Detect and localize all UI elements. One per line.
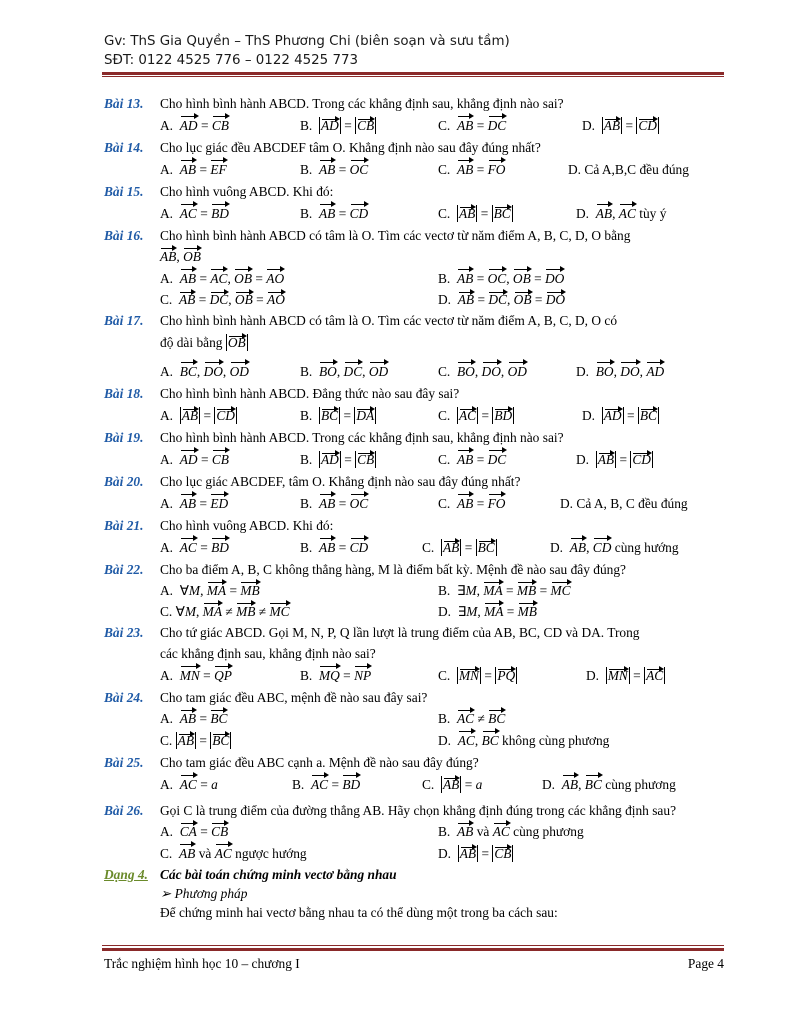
option-c: C. AB = DC (438, 448, 506, 471)
option-d: D. AB = CB (438, 846, 512, 861)
problem-list (104, 93, 724, 923)
option-b: B. AD = CB (300, 452, 375, 467)
problem-number: Bài 16. (104, 228, 144, 243)
page-header (104, 32, 724, 70)
option-a: A. AD = CB (160, 114, 229, 137)
problem-text: Cho lục giác đều ABCDEF tâm O. Khẳng định nào sau đây đúng nhất? (160, 140, 541, 155)
option-a: A. BC, DO, OD (160, 360, 249, 383)
problem-text: Cho hình bình hành ABCD có tâm là O. Tìm các vectơ từ năm điểm A, B, C, D, O có (160, 313, 618, 328)
option-b: B. ∃M, MA = MB = MC (438, 580, 571, 601)
option-d: D. AB = CD (582, 118, 657, 133)
option-c: C. AB = BC (438, 206, 511, 221)
problem-text: Cho hình bình hành ABCD. Trong các khẳng định sau, khẳng định nào sai? (160, 96, 564, 111)
problem-text: Cho tam giác đều ABC cạnh a. Mệnh đề nào sau đây đúng? (160, 755, 479, 770)
problem-24 (104, 687, 724, 752)
problem-17 (104, 310, 724, 383)
problem-number: Bài 15. (104, 184, 144, 199)
problem-text: Cho hình bình hành ABCD có tâm là O. Tìm các vectơ từ năm điểm A, B, C, D, O bằng (160, 228, 631, 243)
problem-text-cont: AB, OB (160, 246, 724, 267)
option-b: B. AB = OC (300, 158, 368, 181)
header-phone: SĐT: 0122 4525 776 – 0122 4525 773 (104, 53, 359, 68)
problem-number: Bài 18. (104, 386, 144, 401)
option-a: A. AB = AC, OB = AO (160, 267, 284, 290)
option-a: A. ∀M, MA = MB (160, 580, 260, 601)
option-b: B. BC = DA (300, 408, 375, 423)
option-a: A. AB = EF (160, 158, 227, 181)
problem-text: Cho hình bình hành ABCD. Đẳng thức nào sau đây sai? (160, 386, 460, 401)
problem-text: Cho ba điểm A, B, C không thẳng hàng, M là điểm bất kỳ. Mệnh đề nào sau đây đúng? (160, 562, 626, 577)
method-intro: Để chứng minh hai vectơ bằng nhau ta có thể dùng một trong ba cách sau: (160, 905, 558, 920)
option-d: D. AB, CD cùng hướng (550, 536, 679, 559)
problem-23 (104, 622, 724, 687)
problem-14 (104, 137, 724, 181)
problem-19 (104, 427, 724, 471)
option-d: D. AB, AC tùy ý (576, 202, 666, 225)
option-a: A. AD = CB (160, 448, 229, 471)
problem-number: Bài 20. (104, 474, 144, 489)
option-c: C. AB = FO (438, 158, 505, 181)
footer-title: Trắc nghiệm hình học 10 – chương I (104, 956, 300, 971)
problem-number: Bài 23. (104, 625, 144, 640)
section-title: Các bài toán chứng minh vectơ bằng nhau (160, 867, 397, 882)
option-a: A. AB = ED (160, 492, 228, 515)
option-a: A. AB = BC (160, 708, 227, 729)
problem-text-cont: các khẳng định sau, khẳng định nào sai? (160, 646, 376, 661)
option-d: D. Cả A, B, C đều đúng (560, 496, 688, 511)
method-heading: ➢ Phương pháp (160, 886, 248, 901)
problem-number: Bài 24. (104, 690, 144, 705)
option-b: B. AB và AC cùng phương (438, 821, 584, 842)
problem-number: Bài 14. (104, 140, 144, 155)
option-d: D. AB, BC cùng phương (542, 773, 676, 796)
header-rule-thin (102, 76, 724, 77)
option-c: C. AB và AC ngược hướng (160, 842, 307, 865)
problem-text: Cho hình bình hành ABCD. Trong các khẳng định sau, khẳng định nào sai? (160, 430, 564, 445)
option-d: D. AB = DC, OB = DO (438, 290, 565, 310)
problem-number: Bài 22. (104, 562, 144, 577)
option-b: B. MQ = NP (300, 664, 371, 687)
header-author: Gv: ThS Gia Quyền – ThS Phương Chi (biên soạn và sưu tầm) (104, 34, 510, 49)
option-c: C. MN = PQ (438, 668, 516, 683)
option-d: D. BO, DO, AD (576, 360, 664, 383)
option-c: C. ∀M, MA ≠ MB ≠ MC (160, 601, 290, 622)
footer-rule (102, 948, 724, 951)
option-c: C. AB = BC (422, 540, 495, 555)
option-b: B. AB = CD (300, 202, 368, 225)
problem-26 (104, 800, 724, 865)
option-a: A. MN = QP (160, 664, 232, 687)
option-b: B. AB = OC, OB = DO (438, 267, 564, 290)
problem-text: Cho lục giác ABCDEF, tâm O. Khẳng định nào sau đây đúng nhất? (160, 474, 521, 489)
problem-22 (104, 559, 724, 622)
problem-number: Bài 25. (104, 755, 144, 770)
problem-text: Cho tứ giác ABCD. Gọi M, N, P, Q lần lượt là trung điểm của AB, BC, CD và DA. Trong (160, 625, 640, 640)
option-c: C. BO, DO, OD (438, 360, 527, 383)
problem-number: Bài 17. (104, 313, 144, 328)
option-a: A. AC = BD (160, 202, 229, 225)
problem-16 (104, 225, 724, 310)
option-d: D. AD = BC (582, 408, 657, 423)
option-b: B. AD = CB (300, 118, 375, 133)
option-d: D. ∃M, MA = MB (438, 601, 537, 622)
option-d: D. AB = CD (576, 452, 651, 467)
option-c: C. AB = a (422, 777, 483, 792)
option-a: A. AB = CD (160, 408, 235, 423)
problem-18 (104, 383, 724, 427)
page-number: Page 4 (687, 956, 724, 971)
option-b: B. AB = OC (300, 492, 368, 515)
problem-number: Bài 13. (104, 96, 144, 111)
option-d: D. MN = AC (586, 668, 664, 683)
problem-20 (104, 471, 724, 515)
option-a: A. AC = a (160, 773, 218, 796)
option-b: B. AC = BD (292, 773, 360, 796)
section-number: Dạng 4. (104, 867, 148, 882)
option-c: C. AB = FO (438, 492, 505, 515)
option-b: B. BO, DC, OD (300, 360, 388, 383)
option-c: C. AB = DC, OB = AO (160, 290, 285, 310)
problem-text: Cho hình vuông ABCD. Khi đó: (160, 518, 334, 533)
problem-number: Bài 21. (104, 518, 144, 533)
problem-number: Bài 26. (104, 803, 144, 818)
option-a: A. AC = BD (160, 536, 229, 559)
problem-15 (104, 181, 724, 225)
problem-text-cont: độ dài bằng OB (160, 335, 246, 350)
option-c: C. AC = BD (438, 408, 513, 423)
problem-13 (104, 93, 724, 137)
header-rule (102, 72, 724, 75)
option-c: C. AB = DC (438, 114, 506, 137)
option-a: A. CA = CB (160, 821, 228, 842)
option-b: B. AC ≠ BC (438, 708, 505, 729)
problem-number: Bài 19. (104, 430, 144, 445)
problem-text: Cho tam giác đều ABC, mệnh đề nào sau đây sai? (160, 690, 428, 705)
problem-text: Cho hình vuông ABCD. Khi đó: (160, 184, 334, 199)
problem-25 (104, 752, 724, 796)
option-b: B. AB = CD (300, 536, 368, 559)
problem-text: Gọi C là trung điểm của đường thẳng AB. Hãy chọn khẳng định đúng trong các khẳng định sau? (160, 803, 677, 818)
section-heading (104, 865, 724, 885)
option-d: D. AC, BC không cùng phương (438, 729, 609, 752)
option-d: D. Cả A,B,C đều đúng (568, 162, 689, 177)
problem-21 (104, 515, 724, 559)
footer-rule-thin (102, 945, 724, 946)
option-c: C. AB = BC (160, 733, 230, 748)
